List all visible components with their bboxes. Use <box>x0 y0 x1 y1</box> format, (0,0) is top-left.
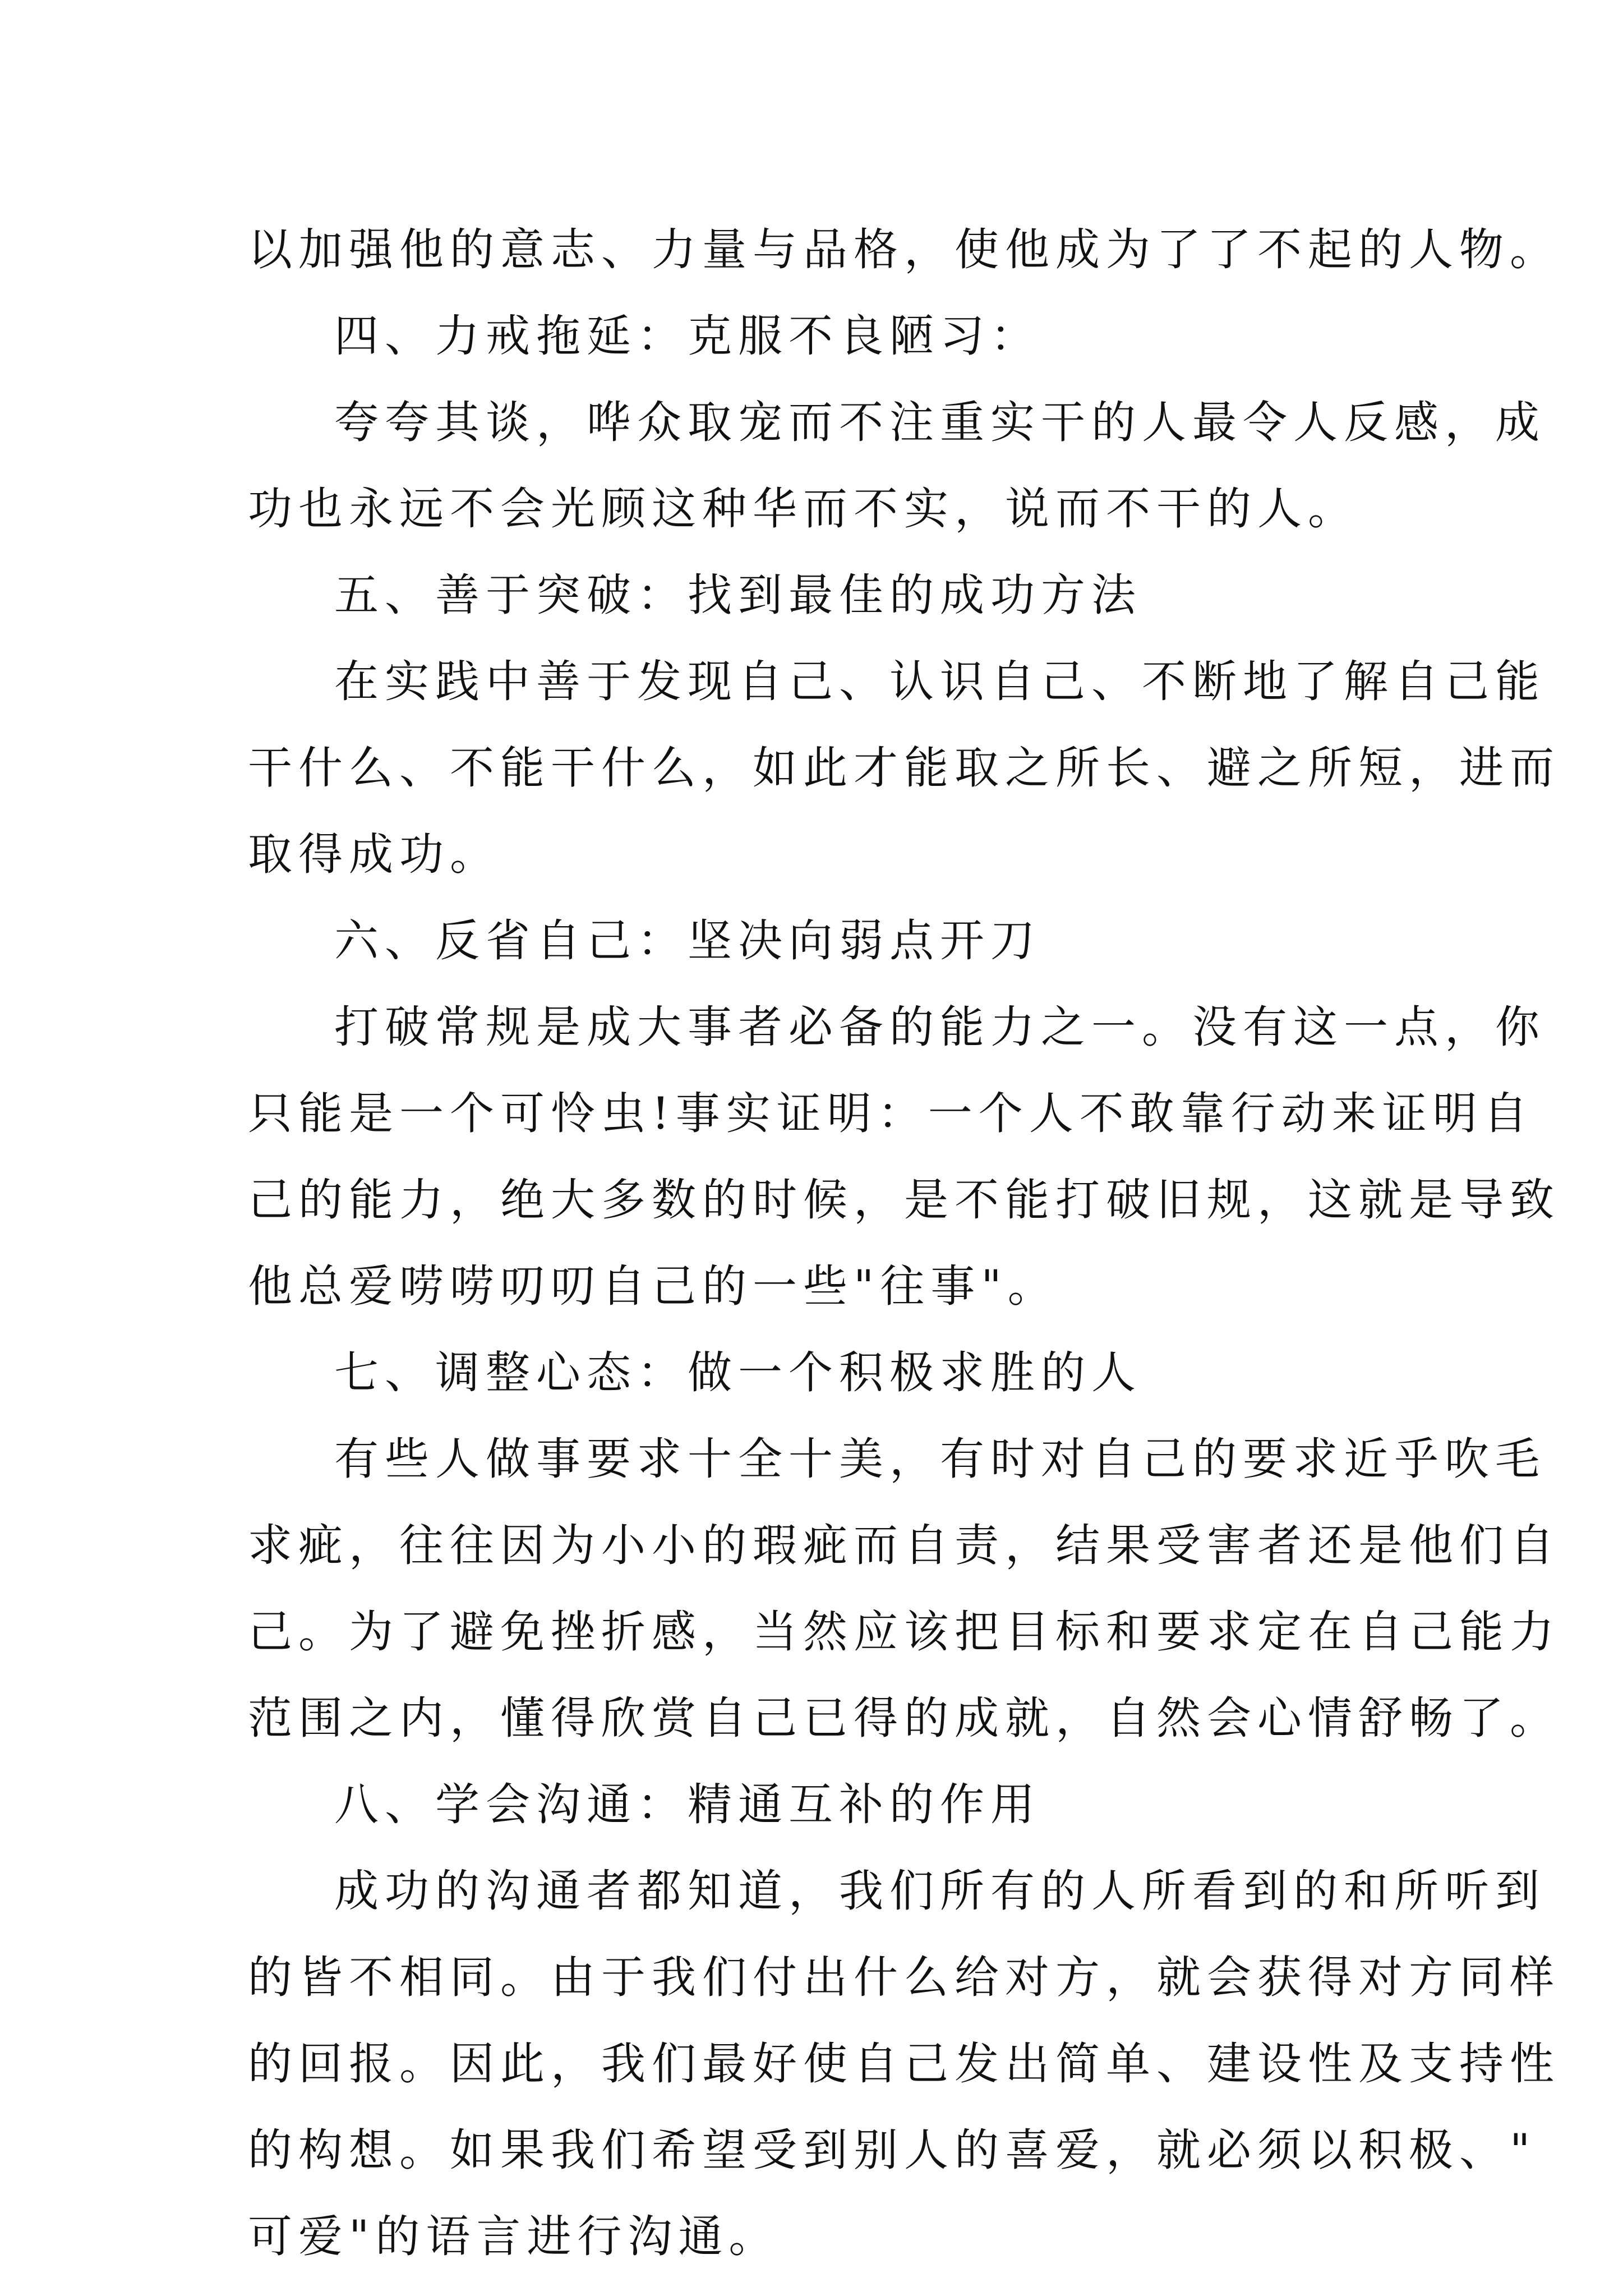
body-line: 有些人做事要求十全十美，有时对自己的要求近乎吹毛 <box>334 1433 1546 1485</box>
body-line: 的构想。如果我们希望受到别人的喜爱，就必须以积极、" <box>248 2124 1537 2176</box>
section-heading: 四、力戒拖延：克服不良陋习： <box>334 310 1041 362</box>
body-line: 以加强他的意志、力量与品格，使他成为了了不起的人物。 <box>248 224 1560 275</box>
body-line: 己的能力，绝大多数的时候，是不能打破旧规，这就是导致 <box>248 1174 1560 1226</box>
body-line: 干什么、不能干什么，如此才能取之所长、避之所短，进而 <box>248 742 1560 794</box>
body-line: 他总爱唠唠叨叨自己的一些"往事"。 <box>248 1260 1058 1312</box>
body-line: 求疵，往往因为小小的瑕疵而自责，结果受害者还是他们自 <box>248 1520 1560 1571</box>
body-line: 的皆不相同。由于我们付出什么给对方，就会获得对方同样 <box>248 1952 1560 2003</box>
body-line: 打破常规是成大事者必备的能力之一。没有这一点，你 <box>334 1001 1546 1053</box>
section-heading: 五、善于突破：找到最佳的成功方法 <box>334 569 1142 621</box>
body-line: 夸夸其谈，哗众取宠而不注重实干的人最令人反感，成 <box>334 397 1546 448</box>
body-line: 在实践中善于发现自己、认识自己、不断地了解自己能 <box>334 656 1546 707</box>
document-body <box>248 206 1560 2280</box>
body-line: 的回报。因此，我们最好使自己发出简单、建设性及支持性 <box>248 2038 1560 2090</box>
body-line: 己。为了避免挫折感，当然应该把目标和要求定在自己能力 <box>248 1606 1560 1658</box>
body-line: 取得成功。 <box>248 829 500 880</box>
section-heading: 六、反省自己：坚决向弱点开刀 <box>334 915 1041 967</box>
body-line: 范围之内，懂得欣赏自己已得的成就，自然会心情舒畅了。 <box>248 1692 1560 1744</box>
body-line: 可爱"的语言进行沟通。 <box>248 2211 780 2262</box>
body-line: 只能是一个可怜虫!事实证明：一个人不敢靠行动来证明自 <box>248 1088 1534 1139</box>
body-line: 功也永远不会光顾这种华而不实，说而不干的人。 <box>248 483 1358 535</box>
section-heading: 八、学会沟通：精通互补的作用 <box>334 1779 1041 1830</box>
section-heading: 七、调整心态：做一个积极求胜的人 <box>334 1347 1142 1398</box>
body-line: 成功的沟通者都知道，我们所有的人所看到的和所听到 <box>334 1865 1546 1917</box>
